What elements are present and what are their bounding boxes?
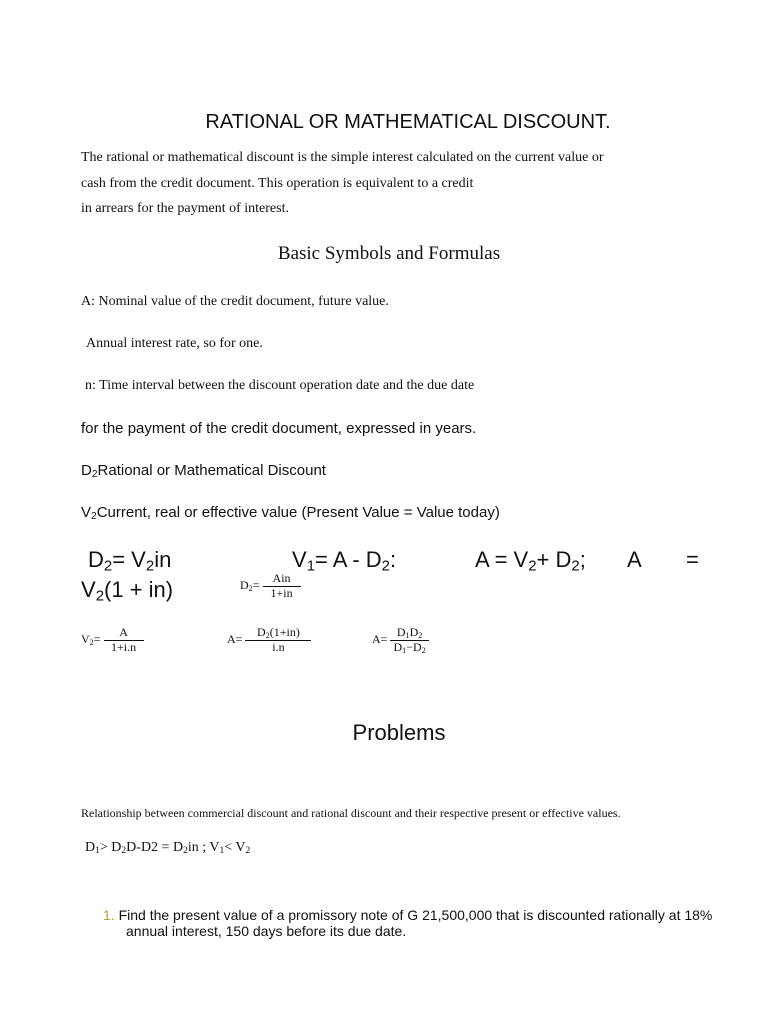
symbol-a: A: Nominal value of the credit document, future value. <box>81 294 389 309</box>
fraction-v2: $V_2=$ $\frac{A}{1+i.n}$ <box>81 626 144 655</box>
d2-symbol: D <box>81 462 92 479</box>
formula-a-eq: $A = V_2+ D_2$; <box>475 547 586 575</box>
page-title: RATIONAL OR MATHEMATICAL DISCOUNT. <box>205 111 611 133</box>
formula-a-v2-expr: $V_2(1 + in)$ <box>81 577 174 605</box>
formula-a-equals: = <box>686 547 699 572</box>
intro-line-1: The rational or mathematical discount is the simple interest calculated on the current value or <box>81 150 604 165</box>
formula-a-label: A <box>627 547 642 572</box>
intro-line-3: in arrears for the payment of interest. <box>81 201 289 216</box>
fraction-a-d1d2: A= $\frac{D_1D_2}{D_1-D_2}$ <box>372 626 429 655</box>
problem-1 <box>103 907 712 939</box>
symbol-d2 <box>81 462 326 479</box>
problem-1-line-2: annual interest, 150 days before its due date. <box>126 923 407 939</box>
d2-description: Rational or Mathematical Discount <box>97 462 326 479</box>
problem-1-line-1: Find the present value of a promissory note of G 21,500,000 that is discounted rationally at 18% <box>118 907 713 923</box>
problem-1-number: 1. <box>103 907 115 923</box>
intro-line-2: cash from the credit document. This operation is equivalent to a credit <box>81 176 474 191</box>
section-heading: Basic Symbols and Formulas <box>277 243 501 264</box>
v2-symbol: V <box>81 504 92 521</box>
v2-description: Current, real or effective value (Present Value = Value today) <box>96 504 500 521</box>
inequality-line: $D_1> D_2D-D2 = D_2in$ ; $V_1< V_2$ <box>85 840 251 857</box>
relationship-text: Relationship between commercial discount and rational discount and their respective present or effective values. <box>81 806 621 820</box>
symbol-v2 <box>81 504 500 521</box>
formula-d2-eq: $D_2= V_2in$ <box>88 547 172 575</box>
d2-subscript: 2 <box>91 469 98 481</box>
formula-v1-eq: $V_1= A - D_2$: <box>292 547 397 575</box>
symbol-n-continued: for the payment of the credit document, expressed in years. <box>81 420 477 437</box>
fraction-a-d2: A= $\frac{D_2(1+in)}{i.n}$ <box>227 626 311 655</box>
fraction-d2: $D_2=$ $\frac{\text{Ain}}{1+in}$ <box>240 572 301 601</box>
symbol-n: n: Time interval between the discount operation date and the due date <box>85 378 475 393</box>
symbol-i: Annual interest rate, so for one. <box>86 336 263 351</box>
v2-subscript: 2 <box>91 511 97 523</box>
problems-heading: Problems <box>352 720 446 745</box>
